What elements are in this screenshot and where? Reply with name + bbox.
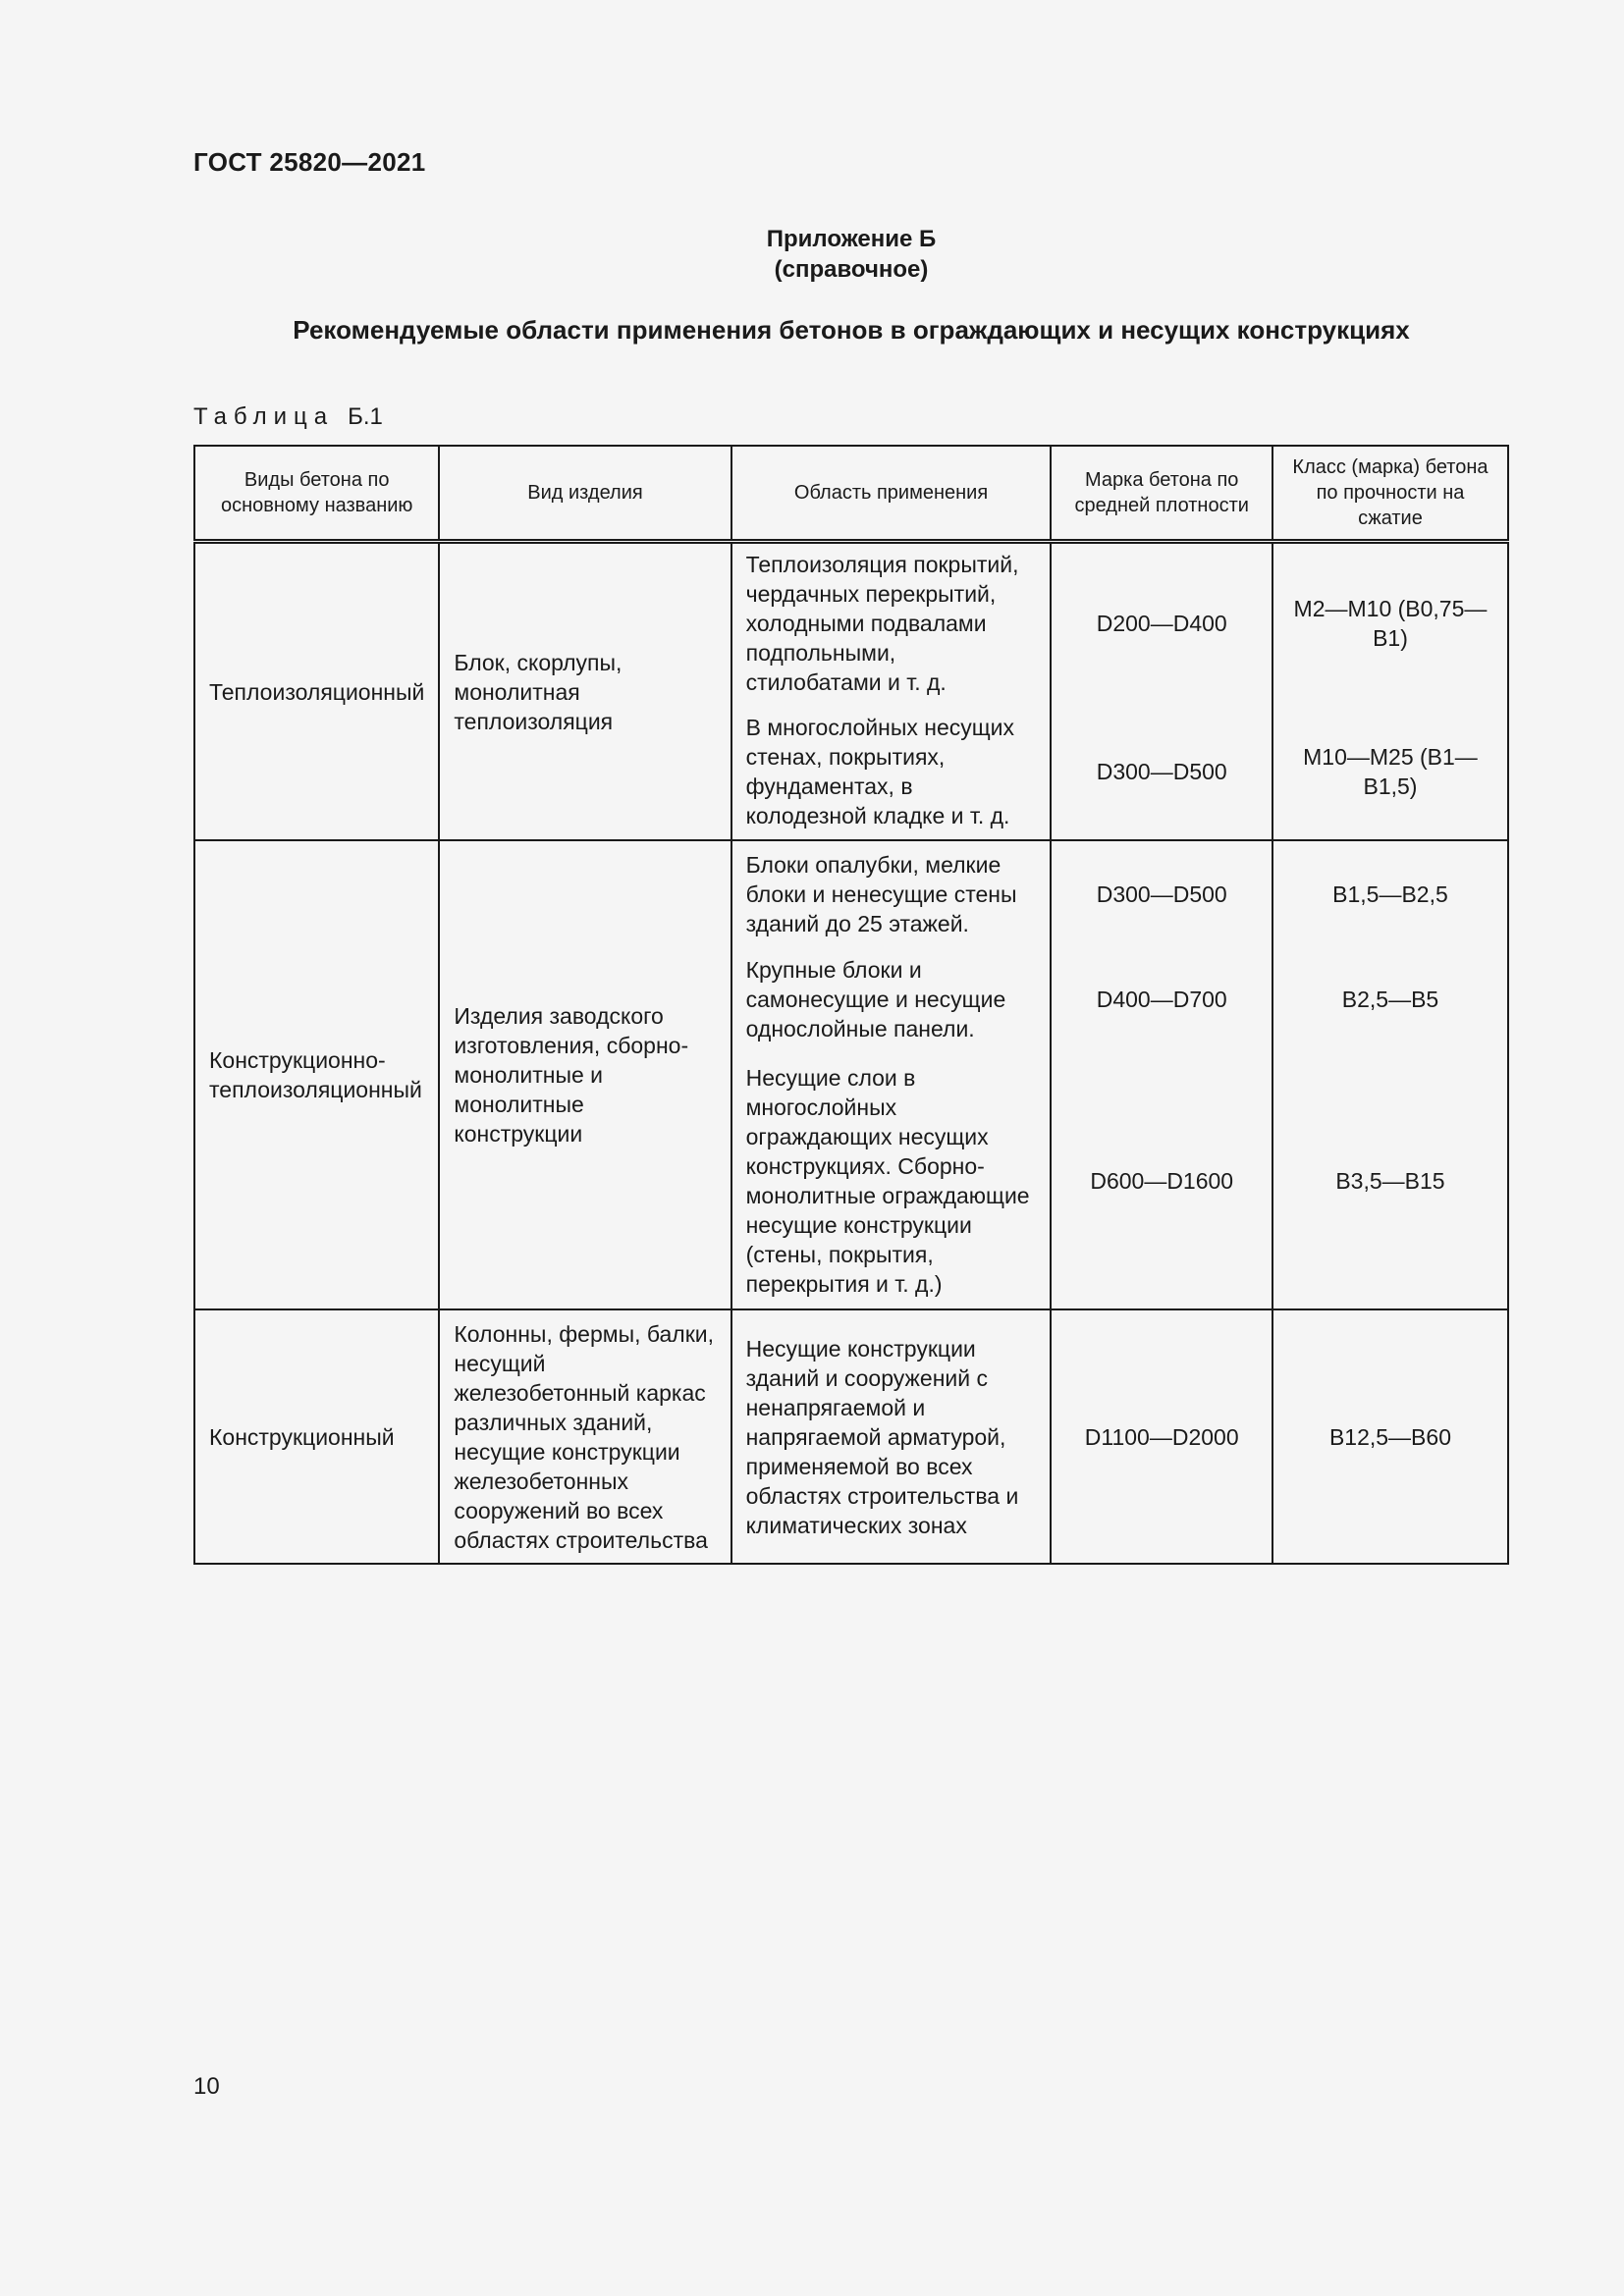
cell-density-grade: D1100—D2000 [1051, 1309, 1272, 1564]
table-caption-number: Б.1 [348, 403, 383, 430]
area-text: Крупные блоки и самонесущие и несущие однослойные панели. [745, 957, 1006, 1041]
cell-application-area [731, 1309, 1052, 1564]
concrete-table [193, 445, 1509, 1565]
document-title: Рекомендуемые области применения бетонов в ограждающих и несущих конструкциях [293, 315, 1410, 345]
table-caption [193, 403, 383, 431]
cell-application-area [731, 703, 1052, 840]
cell-strength-class: M2—M10 (B0,75—B1) [1272, 542, 1508, 704]
table-row [194, 542, 1508, 704]
appendix-heading [0, 224, 1624, 285]
table-row [194, 1309, 1508, 1564]
cell-product-type: Колонны, фермы, балки, несущий железобетонный каркас различных зданий, несущие конструкции железобетонных сооружений во всех областях строительства [439, 1309, 731, 1564]
header-application-area: Область применения [731, 446, 1052, 542]
cell-density-grade: D300—D500 [1051, 703, 1272, 840]
cell-application-area [731, 1052, 1052, 1309]
area-text: В многослойных несущих стенах, покрытиях, фундаментах, в колодезной кладке и т. д. [745, 714, 1015, 828]
area-text: Несущие конструкции зданий и сооружений с ненапрягаемой и напрягаемой арматурой, применяемой во всех областях строительства и климатических зонах [745, 1335, 1019, 1538]
cell-application-area [731, 840, 1052, 946]
cell-density-grade: D400—D700 [1051, 946, 1272, 1052]
header-strength-class: Класс (марка) бетона по прочности на сжатие [1272, 446, 1508, 542]
area-text: Несущие слои в многослойных ограждающих несущих конструкциях. Сборно-монолитные ограждающие несущие конструкции (стены, покрытия, перекрытия и т. д.) [745, 1064, 1030, 1297]
cell-concrete-type: Конструкционный [194, 1309, 439, 1564]
area-text: Теплоизоляция покрытий, чердачных перекрытий, холодными подвалами подпольными, стилобатами и т. д. [745, 552, 1019, 695]
cell-concrete-type: Конструкционно-теплоизоляционный [194, 840, 439, 1309]
document-code: ГОСТ 25820—2021 [193, 147, 426, 177]
appendix-subtitle: (справочное) [774, 256, 929, 283]
cell-strength-class: B12,5—B60 [1272, 1309, 1508, 1564]
appendix-title: Приложение Б [766, 226, 937, 252]
cell-concrete-type: Теплоизоляционный [194, 542, 439, 841]
header-product-type: Вид изделия [439, 446, 731, 542]
cell-density-grade: D200—D400 [1051, 542, 1272, 704]
table-caption-word: Таблица [193, 403, 335, 430]
table-row [194, 840, 1508, 946]
header-density-grade: Марка бетона по средней плотности [1051, 446, 1272, 542]
cell-application-area [731, 542, 1052, 704]
cell-application-area [731, 946, 1052, 1052]
header-concrete-type: Виды бетона по основному названию [194, 446, 439, 542]
cell-strength-class: B2,5—B5 [1272, 946, 1508, 1052]
cell-density-grade: D600—D1600 [1051, 1052, 1272, 1309]
table-header-row [194, 446, 1508, 542]
page-number: 10 [193, 2073, 220, 2100]
area-text: Блоки опалубки, мелкие блоки и ненесущие стены зданий до 25 этажей. [745, 851, 1017, 936]
cell-strength-class: M10—M25 (B1—B1,5) [1272, 703, 1508, 840]
cell-product-type: Изделия заводского изготовления, сборно-монолитные и монолитные конструкции [439, 840, 731, 1309]
cell-strength-class: B1,5—B2,5 [1272, 840, 1508, 946]
cell-density-grade: D300—D500 [1051, 840, 1272, 946]
cell-strength-class: B3,5—B15 [1272, 1052, 1508, 1309]
cell-product-type: Блок, скорлупы, монолитная теплоизоляция [439, 542, 731, 841]
